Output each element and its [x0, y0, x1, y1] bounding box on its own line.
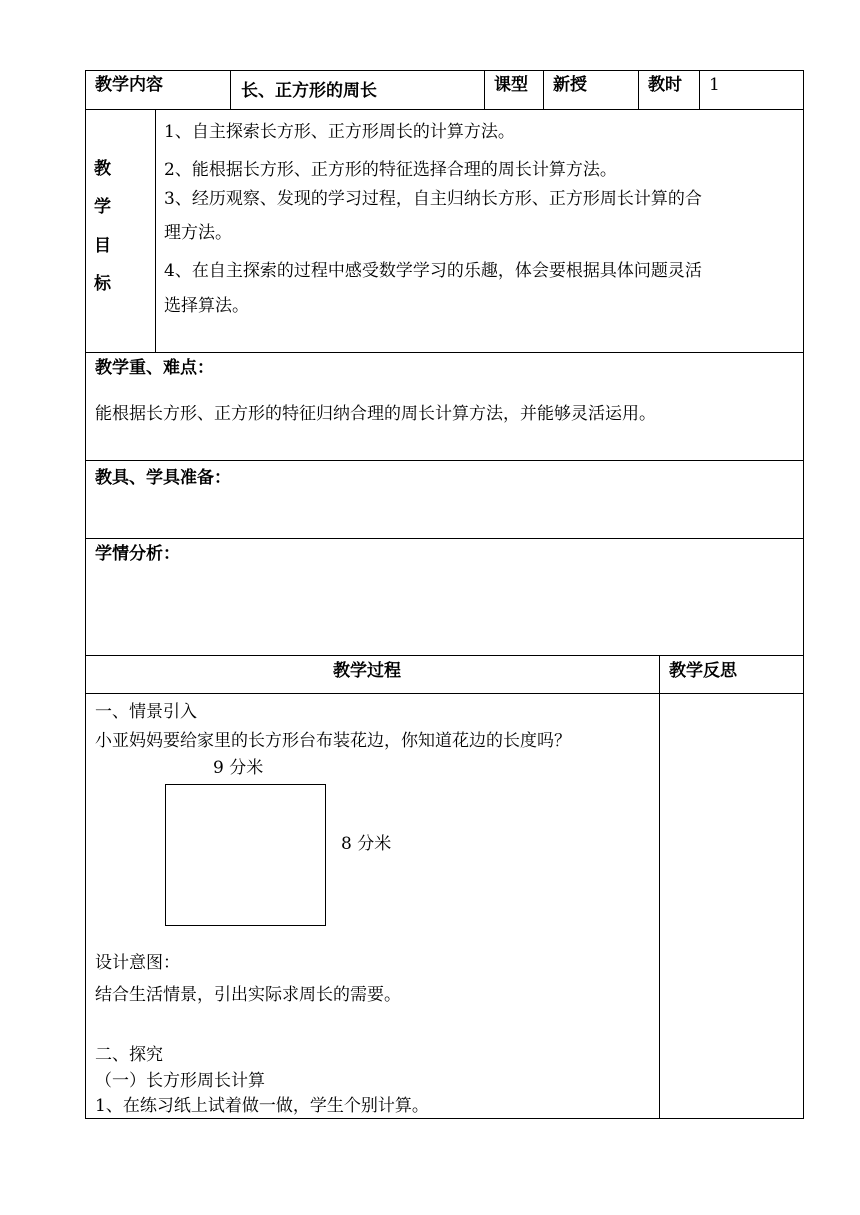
type-label: 课型: [494, 75, 528, 95]
row-divider-tools: [85, 538, 804, 539]
tools-title: 教具、学具准备：: [95, 468, 231, 488]
table-border-right: [803, 70, 804, 1119]
col-divider-4: [638, 70, 639, 110]
objectives-label-char: 标: [94, 274, 111, 294]
col-divider-1: [230, 70, 231, 110]
objectives-label-char: 目: [94, 236, 111, 256]
objectives-label-char: 教: [94, 159, 111, 179]
process-title: 教学过程: [333, 661, 401, 681]
content-label: 教学内容: [95, 75, 163, 95]
objectives-label-char: 学: [94, 197, 111, 217]
col-divider-5: [699, 70, 700, 110]
type-value: 新授: [553, 75, 587, 95]
key-points-title: 教学重、难点：: [95, 358, 214, 378]
objective-item: 3、经历观察、发现的学习过程，自主归纳长方形、正方形周长计算的合: [164, 189, 702, 209]
section1-text: 小亚妈妈要给家里的长方形台布装花边，你知道花边的长度吗？: [95, 731, 571, 751]
analysis-title: 学情分析：: [95, 544, 180, 564]
design-title: 设计意图：: [95, 953, 180, 973]
section1-title: 一、情景引入: [95, 702, 197, 722]
row-divider-header: [85, 109, 804, 110]
reflection-title: 教学反思: [669, 661, 737, 681]
row-divider-keypoints: [85, 460, 804, 461]
hours-label: 教时: [648, 75, 682, 95]
objective-item: 选择算法。: [164, 296, 249, 316]
width-label: 9 分米: [213, 758, 264, 778]
objective-item: 4、在自主探索的过程中感受数学学习的乐趣，体会要根据具体问题灵活: [164, 261, 702, 281]
row-divider-process-header: [85, 693, 804, 694]
objective-item: 2、能根据长方形、正方形的特征选择合理的周长计算方法。: [164, 160, 617, 180]
key-points-text: 能根据长方形、正方形的特征归纳合理的周长计算方法，并能够灵活运用。: [95, 404, 656, 424]
rectangle-figure: [165, 784, 326, 926]
height-label: 8 分米: [341, 834, 392, 854]
section2-title: 二、探究: [95, 1045, 163, 1065]
content-value: 长、正方形的周长: [241, 81, 377, 101]
table-border-bottom: [85, 1118, 804, 1119]
section2-sub: （一）长方形周长计算: [95, 1071, 265, 1091]
hours-value: 1: [709, 75, 720, 95]
row-divider-objectives: [85, 352, 804, 353]
col-divider-3: [543, 70, 544, 110]
objective-item: 1、自主探索长方形、正方形周长的计算方法。: [164, 122, 515, 142]
row-divider-analysis: [85, 655, 804, 656]
reflection-divider: [659, 655, 660, 1119]
objective-item: 理方法。: [164, 223, 232, 243]
col-divider-2: [484, 70, 485, 110]
table-border-left: [85, 70, 86, 1119]
objectives-label-divider: [155, 109, 156, 353]
design-text: 结合生活情景，引出实际求周长的需要。: [95, 985, 401, 1005]
section2-item: 1、在练习纸上试着做一做，学生个别计算。: [95, 1096, 429, 1116]
table-border-top: [85, 70, 804, 71]
